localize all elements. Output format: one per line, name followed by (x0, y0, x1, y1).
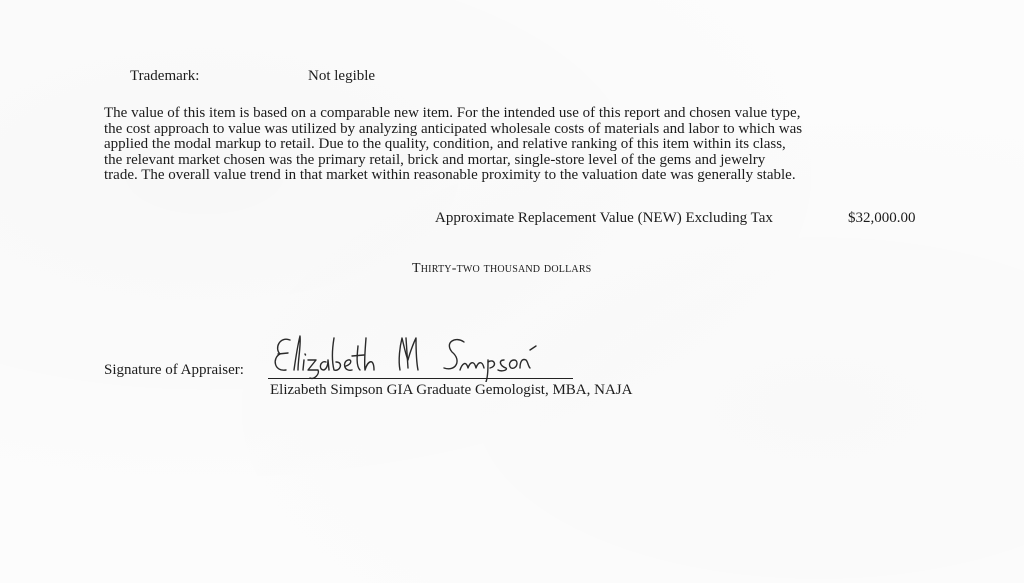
amount-in-words: Thirty-two thousand dollars (412, 261, 592, 276)
replacement-value-label: Approximate Replacement Value (NEW) Excluding Tax (435, 210, 773, 226)
valuation-paragraph (104, 106, 944, 184)
trademark-label: Trademark: (130, 68, 200, 84)
paragraph-line: trade. The overall value trend in that market within reasonable proximity to the valuation date was generally stable. (104, 167, 796, 183)
signature-line (268, 378, 573, 379)
handwritten-signature (268, 326, 568, 382)
replacement-value-amount: $32,000.00 (848, 210, 916, 226)
appraiser-printed-name: Elizabeth Simpson GIA Graduate Gemologist, MBA, NAJA (270, 382, 633, 398)
paragraph-line: the relevant market chosen was the primary retail, brick and mortar, single-store level of the gems and jewelry (104, 151, 766, 168)
trademark-value: Not legible (308, 68, 376, 84)
paragraph-line: applied the modal markup to retail. Due to the quality, condition, and relative ranking of this item within its class, (104, 136, 786, 152)
paragraph-line: The value of this item is based on a comparable new item. For the intended use of this report and chosen value type, (104, 105, 801, 121)
paragraph-line: the cost approach to value was utilized by analyzing anticipated wholesale costs of materials and labor to which was (104, 120, 803, 137)
signature-label: Signature of Appraiser: (104, 362, 244, 378)
